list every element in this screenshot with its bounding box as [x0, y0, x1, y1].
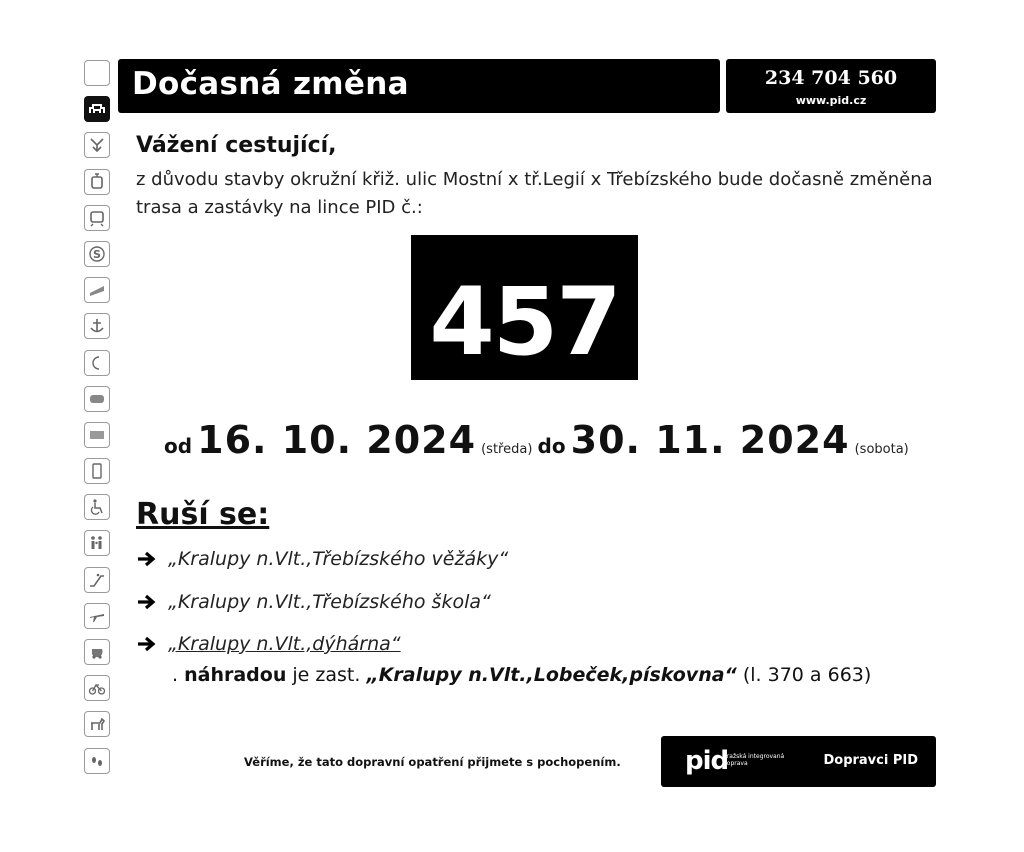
from-date: 16. 10. 2024 — [197, 418, 477, 462]
replacement-lines-open: (l. — [742, 664, 762, 686]
contact-website: www.pid.cz — [795, 94, 867, 107]
family-icon — [84, 530, 110, 556]
cancelled-stop: „Kralupy n.Vlt.,Třebízského škola“ — [168, 591, 491, 613]
pictogram-column — [84, 60, 112, 784]
blank-icon — [84, 60, 110, 86]
mobile-ticket-icon — [84, 458, 110, 484]
replacement-lines-close: ) — [863, 664, 872, 686]
list-item — [136, 587, 491, 617]
dog-icon — [84, 711, 110, 737]
page-title: Dočasná změna — [132, 66, 409, 102]
night-icon — [84, 350, 110, 376]
cancelled-stop: „Kralupy n.Vlt.,dýhárna“ — [168, 633, 401, 655]
arrow-right-icon — [136, 592, 158, 612]
from-word: od — [164, 434, 193, 458]
metro-icon — [84, 132, 110, 158]
cancellations-heading: Ruší se: — [136, 497, 270, 532]
replacement-stop: „Kralupy n.Vlt.,Lobeček,pískovna“ — [366, 664, 737, 686]
to-day: (sobota) — [854, 442, 909, 457]
contact-box — [726, 59, 936, 113]
replacement-middle: je zast. — [292, 664, 361, 686]
validity-dates — [164, 418, 909, 462]
line-number: 457 — [429, 268, 620, 377]
greeting: Vážení cestující, — [136, 133, 337, 158]
svg-text:S: S — [93, 247, 101, 261]
airport-icon — [84, 603, 110, 629]
replacement-label: náhradou — [184, 664, 287, 686]
arrow-right-icon — [136, 549, 158, 569]
bus-icon — [84, 96, 110, 122]
footer-logo-box — [661, 736, 936, 787]
bicycle-icon — [84, 675, 110, 701]
replacement-line-a: 370 — [767, 664, 804, 686]
ferry-icon — [84, 313, 110, 339]
header-bar — [118, 59, 720, 113]
suburban-rail-icon — [84, 241, 110, 267]
to-date: 30. 11. 2024 — [570, 418, 850, 462]
stroller-icon — [84, 639, 110, 665]
replacement-prefix: . — [172, 664, 179, 686]
arrow-right-icon — [136, 634, 158, 654]
to-word: do — [537, 434, 566, 458]
ticket-machine-icon — [84, 422, 110, 448]
replacement-line-b: 663 — [827, 664, 864, 686]
contact-phone: 234 704 560 — [764, 67, 898, 89]
list-item — [136, 629, 401, 659]
walking-icon — [84, 748, 110, 774]
intro-text: z důvodu stavby okružní křiž. ulic Mostní x tř.Legií x Třebízského bude dočasně změněna trasa a zastávky na lince PID č.: — [136, 169, 933, 218]
wheelchair-icon — [84, 494, 110, 520]
line-number-box — [411, 235, 638, 380]
list-item — [136, 544, 508, 574]
from-day: (středa) — [481, 442, 533, 457]
pid-logo: pid — [685, 746, 729, 776]
bus-replacement-icon — [84, 386, 110, 412]
train-icon — [84, 205, 110, 231]
escalator-icon — [84, 567, 110, 593]
footer-message: Věříme, že tato dopravní opatření přijmete s pochopením. — [244, 755, 621, 769]
carriers-label: Dopravci PID — [823, 753, 918, 768]
replacement-and: a — [809, 664, 822, 686]
cable-car-icon — [84, 277, 110, 303]
replacement-note — [172, 664, 871, 686]
tram-icon — [84, 169, 110, 195]
pid-logo-subtitle: pražská integrovaná doprava — [723, 753, 785, 767]
cancelled-stop: „Kralupy n.Vlt.,Třebízského věžáky“ — [168, 548, 509, 570]
